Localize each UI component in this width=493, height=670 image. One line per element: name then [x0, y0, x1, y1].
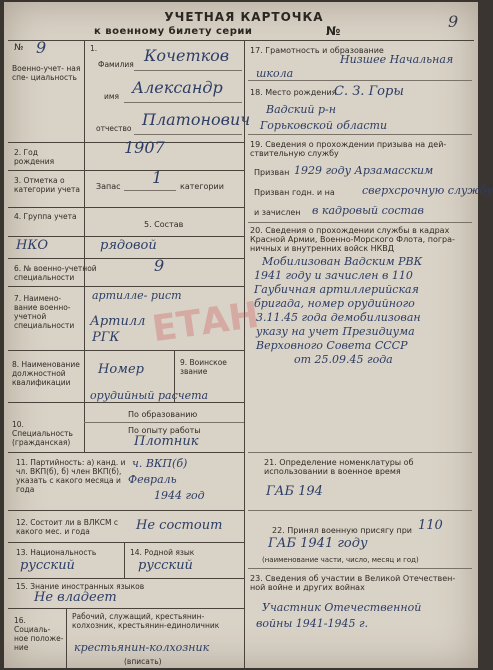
vus-number-label: №: [14, 43, 24, 53]
patronymic-value: Платонович: [142, 110, 251, 129]
name-label: имя: [104, 92, 120, 101]
f8-label: 8. Наименование должностной квалификации: [12, 360, 80, 387]
f19-prizvan-value: 1929 году Арзамасским: [294, 164, 434, 177]
f20-value-line7: Верховного Совета СССР: [256, 339, 408, 352]
f9-label: 9. Воинское звание: [180, 358, 227, 376]
f16-options: Рабочий, служащий, крестьянин-колхозник, крестьянин-единоличник: [72, 612, 220, 630]
f20-value-line3: Гаубичная артиллерийская: [254, 283, 419, 296]
vus-number-value: 9: [36, 38, 47, 57]
f6-value: 9: [154, 256, 165, 275]
registration-card: [4, 2, 493, 668]
f16-label: 16. Социаль- ное положе- ние: [14, 616, 64, 652]
f17-value-line1: Низшее Начальная: [340, 53, 454, 66]
f11-value-line1: ч. ВКП(б): [132, 457, 188, 470]
f20-value-line4: бригада, номер орудийного: [254, 297, 415, 310]
f2-value: 1907: [124, 138, 165, 157]
f19-year-label: Призван годн. и на: [254, 188, 335, 197]
f12-label: 12. Состоит ли в ВЛКСМ с какого мес. и года: [16, 518, 119, 536]
f4-label: 4. Группа учета: [14, 212, 77, 221]
f11-label: 11. Партийность: а) канд. и чл. ВКП(б), б) член ВКП(б), указать с какого месяца и года: [16, 458, 126, 494]
f18-value-line1: С. З. Горы: [334, 84, 404, 99]
f20-value-line8: от 25.09.45 года: [294, 353, 393, 366]
f19-zachislen-label: и зачислен: [254, 208, 301, 217]
f22-note: (наименование части, число, месяц и год): [262, 556, 419, 564]
f13-label: 13. Национальность: [16, 548, 97, 557]
f17-label: 17. Грамотность и образование: [250, 46, 384, 55]
f3-category-label: категории: [180, 182, 224, 191]
left-col-rule: [84, 40, 85, 350]
f7-value-line3: РГК: [92, 330, 120, 345]
f15-label: 15. Знание иностранных языков: [16, 582, 145, 591]
f23-value-line2: войны 1941-1945 г.: [256, 617, 369, 630]
f10-edu-label: По образованию: [128, 410, 198, 419]
f18-value-line2: Вадский р-н: [266, 103, 337, 116]
f11-value-line2: Февраль: [128, 473, 177, 486]
f23-value-line1: Участник Отечественной: [262, 601, 422, 614]
f17-value-line2: школа: [256, 67, 294, 80]
card-subtitle: к военному билету серии: [94, 26, 253, 37]
card-title: УЧЕТНАЯ КАРТОЧКА: [164, 10, 324, 24]
card-number-sign: №: [326, 24, 342, 38]
f7-label: 7. Наимено- вание военно- учетной специальности: [14, 294, 75, 330]
f4-value: НКО: [16, 238, 49, 253]
name-value: Александр: [132, 78, 223, 97]
f3-value: 1: [152, 168, 163, 187]
f5-label: 5. Состав: [144, 220, 184, 229]
f15-value: Не владеет: [34, 590, 117, 605]
f3-label: 3. Отметка о категории учета: [14, 176, 80, 194]
f19-zachislen-value: в кадровый состав: [312, 204, 424, 217]
f21-label: 21. Определение номенклатуры об использовании в военное время: [264, 458, 414, 476]
patronymic-label: отчество: [96, 124, 132, 133]
top-rule: [8, 40, 474, 41]
f12-value: Не состоит: [136, 518, 223, 533]
f10-label: 10. Специальность (гражданская): [12, 420, 73, 447]
center-rule: [244, 40, 245, 668]
f19-year-value: сверхсрочную службу: [362, 184, 493, 197]
f20-value-line2: 1941 году и зачислен в 110: [254, 269, 413, 282]
vus-block-label: Военно-учет- ная спе- циальность: [12, 64, 81, 82]
f22-value-line2: ГАБ 1941 году: [268, 536, 368, 551]
f10-work-value: Плотник: [134, 434, 199, 449]
f23-label: 23. Сведения об участии в Великой Отечествен- ной войне и других войнах: [250, 574, 456, 592]
f6-label: 6. № военно-учетной специальности: [14, 264, 97, 282]
f7-value-line2: Артилл: [90, 314, 146, 329]
f16-note: (вписать): [124, 657, 162, 666]
f10-work-label: По опыту работы: [128, 426, 201, 435]
f19-label: 19. Сведения о прохождении призыва на дей- ствительную службу: [250, 140, 447, 158]
f14-label: 14. Родной язык: [130, 548, 195, 557]
f11-value-line3: 1944 год: [154, 489, 205, 502]
f8-value-line1: Номер: [98, 362, 144, 377]
f22-label: 22. Принял военную присягу при: [272, 526, 412, 535]
f13-value: русский: [20, 558, 75, 573]
f7-value-line1: артилле- рист: [92, 289, 182, 302]
f19-prizvan-label: Призван: [254, 168, 290, 177]
f8-value-line2: орудийный расчета: [90, 389, 209, 402]
f20-label: 20. Сведения о прохождении службы в кадрах Красной Армии, Военно-Морского Флота, погра- ничных и внутренних войск НКВД: [250, 226, 455, 253]
f16-value: крестьянин-колхозник: [74, 641, 210, 654]
f22-value-line1: 110: [418, 518, 443, 533]
f14-value: русский: [138, 558, 193, 573]
f1-number: 1.: [90, 44, 98, 53]
f21-value: ГАБ 194: [266, 484, 323, 499]
corner-number: 9: [448, 12, 459, 31]
faded-stamp: ЕТАН: [149, 294, 262, 351]
surname-value: Кочетков: [144, 46, 230, 65]
f18-value-line3: Горьковской области: [260, 119, 388, 132]
f2-label: 2. Год рождения: [14, 148, 55, 166]
f5-value: рядовой: [100, 238, 157, 253]
f3-zapas-label: Запас: [96, 182, 121, 191]
f18-label: 18. Место рождения: [250, 88, 337, 97]
surname-label: Фамилия: [98, 60, 134, 69]
f20-value-line1: Мобилизован Вадским РВК: [262, 255, 423, 268]
f20-value-line6: указу на учет Президиума: [256, 325, 415, 338]
f20-value-line5: 3.11.45 года демобилизован: [256, 311, 421, 324]
